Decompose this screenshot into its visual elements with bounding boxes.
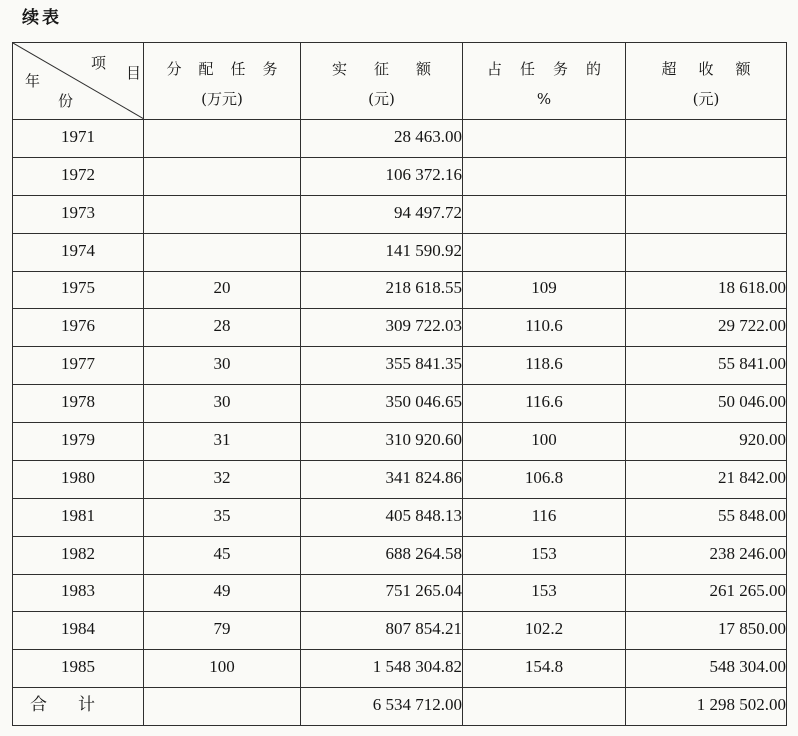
year-cell: 1976: [13, 309, 144, 347]
table-row: [13, 574, 787, 612]
percent-cell: [463, 233, 626, 271]
excess-cell: 920.00: [626, 423, 787, 461]
year-cell: 1975: [13, 271, 144, 309]
percent-cell: 153: [463, 536, 626, 574]
table-row: [13, 536, 787, 574]
total-row: [13, 688, 787, 726]
excess-cell: 55 848.00: [626, 498, 787, 536]
table-row: [13, 385, 787, 423]
corner-header-cell: [13, 43, 144, 120]
header-assigned: [144, 43, 301, 120]
year-cell: 1974: [13, 233, 144, 271]
excess-cell: 50 046.00: [626, 385, 787, 423]
assigned-cell: 31: [144, 423, 301, 461]
percent-cell: [463, 157, 626, 195]
header-percent-title: 占任务的: [486, 60, 619, 78]
collected-cell: 28 463.00: [301, 120, 463, 158]
percent-cell: 154.8: [463, 650, 626, 688]
percent-cell: 116: [463, 498, 626, 536]
collected-cell: 106 372.16: [301, 157, 463, 195]
collected-cell: 405 848.13: [301, 498, 463, 536]
total-collected-cell: 6 534 712.00: [301, 688, 463, 726]
year-cell: 1972: [13, 157, 144, 195]
excess-cell: 261 265.00: [626, 574, 787, 612]
header-percent-unit: %: [536, 90, 552, 108]
assigned-cell: 30: [144, 385, 301, 423]
assigned-cell: [144, 195, 301, 233]
excess-cell: 55 841.00: [626, 347, 787, 385]
year-cell: 1984: [13, 612, 144, 650]
year-cell: 1978: [13, 385, 144, 423]
year-cell: 1985: [13, 650, 144, 688]
header-collected-unit: (元): [368, 90, 395, 108]
excess-cell: 18 618.00: [626, 271, 787, 309]
total-excess-cell: 1 298 502.00: [626, 688, 787, 726]
table-caption: 续表: [22, 8, 62, 28]
header-percent: [463, 43, 626, 120]
header-excess-title: 超收额: [661, 60, 773, 78]
collected-cell: 341 824.86: [301, 460, 463, 498]
assigned-cell: 30: [144, 347, 301, 385]
table-row: [13, 195, 787, 233]
collected-cell: 94 497.72: [301, 195, 463, 233]
header-excess: [626, 43, 787, 120]
year-cell: 1980: [13, 460, 144, 498]
assigned-cell: [144, 157, 301, 195]
corner-year-char: 年: [25, 72, 41, 90]
tax-collection-table: [12, 42, 787, 726]
excess-cell: 238 246.00: [626, 536, 787, 574]
percent-cell: 102.2: [463, 612, 626, 650]
table-header-row: [13, 43, 787, 120]
year-cell: 1982: [13, 536, 144, 574]
table-row: [13, 423, 787, 461]
percent-cell: 106.8: [463, 460, 626, 498]
collected-cell: 309 722.03: [301, 309, 463, 347]
year-cell: 1971: [13, 120, 144, 158]
collected-cell: 751 265.04: [301, 574, 463, 612]
header-assigned-unit: (万元): [201, 90, 243, 108]
assigned-cell: 20: [144, 271, 301, 309]
assigned-cell: 49: [144, 574, 301, 612]
header-excess-unit: (元): [692, 90, 720, 108]
excess-cell: [626, 120, 787, 158]
percent-cell: 153: [463, 574, 626, 612]
header-collected-title: 实征额: [331, 60, 458, 78]
percent-cell: 116.6: [463, 385, 626, 423]
table-row: [13, 460, 787, 498]
corner-item-char: 目: [126, 64, 142, 82]
percent-cell: 118.6: [463, 347, 626, 385]
table-row: [13, 120, 787, 158]
assigned-cell: 35: [144, 498, 301, 536]
year-cell: 1979: [13, 423, 144, 461]
year-cell: 1983: [13, 574, 144, 612]
table-row: [13, 157, 787, 195]
assigned-cell: 32: [144, 460, 301, 498]
percent-cell: 100: [463, 423, 626, 461]
header-collected: [301, 43, 463, 120]
year-cell: 1973: [13, 195, 144, 233]
collected-cell: 1 548 304.82: [301, 650, 463, 688]
excess-cell: 548 304.00: [626, 650, 787, 688]
collected-cell: 355 841.35: [301, 347, 463, 385]
excess-cell: [626, 157, 787, 195]
header-assigned-title: 分配任务: [166, 60, 295, 78]
assigned-cell: 45: [144, 536, 301, 574]
table-row: [13, 498, 787, 536]
excess-cell: [626, 195, 787, 233]
corner-year-char: 份: [58, 92, 74, 110]
collected-cell: 310 920.60: [301, 423, 463, 461]
table-row: [13, 650, 787, 688]
corner-item-char: 项: [91, 54, 107, 72]
collected-cell: 807 854.21: [301, 612, 463, 650]
percent-cell: [463, 120, 626, 158]
assigned-cell: 28: [144, 309, 301, 347]
excess-cell: [626, 233, 787, 271]
excess-cell: 21 842.00: [626, 460, 787, 498]
collected-cell: 688 264.58: [301, 536, 463, 574]
table-row: [13, 271, 787, 309]
percent-cell: [463, 195, 626, 233]
percent-cell: 110.6: [463, 309, 626, 347]
table-row: [13, 233, 787, 271]
collected-cell: 218 618.55: [301, 271, 463, 309]
year-cell: 1977: [13, 347, 144, 385]
year-cell: 1981: [13, 498, 144, 536]
collected-cell: 350 046.65: [301, 385, 463, 423]
total-label-cell: 合计: [13, 688, 144, 726]
assigned-cell: [144, 233, 301, 271]
total-percent-cell: [463, 688, 626, 726]
table-row: [13, 309, 787, 347]
excess-cell: 17 850.00: [626, 612, 787, 650]
assigned-cell: [144, 120, 301, 158]
assigned-cell: 100: [144, 650, 301, 688]
percent-cell: 109: [463, 271, 626, 309]
total-assigned-cell: [144, 688, 301, 726]
table-row: [13, 612, 787, 650]
excess-cell: 29 722.00: [626, 309, 787, 347]
collected-cell: 141 590.92: [301, 233, 463, 271]
table-row: [13, 347, 787, 385]
assigned-cell: 79: [144, 612, 301, 650]
